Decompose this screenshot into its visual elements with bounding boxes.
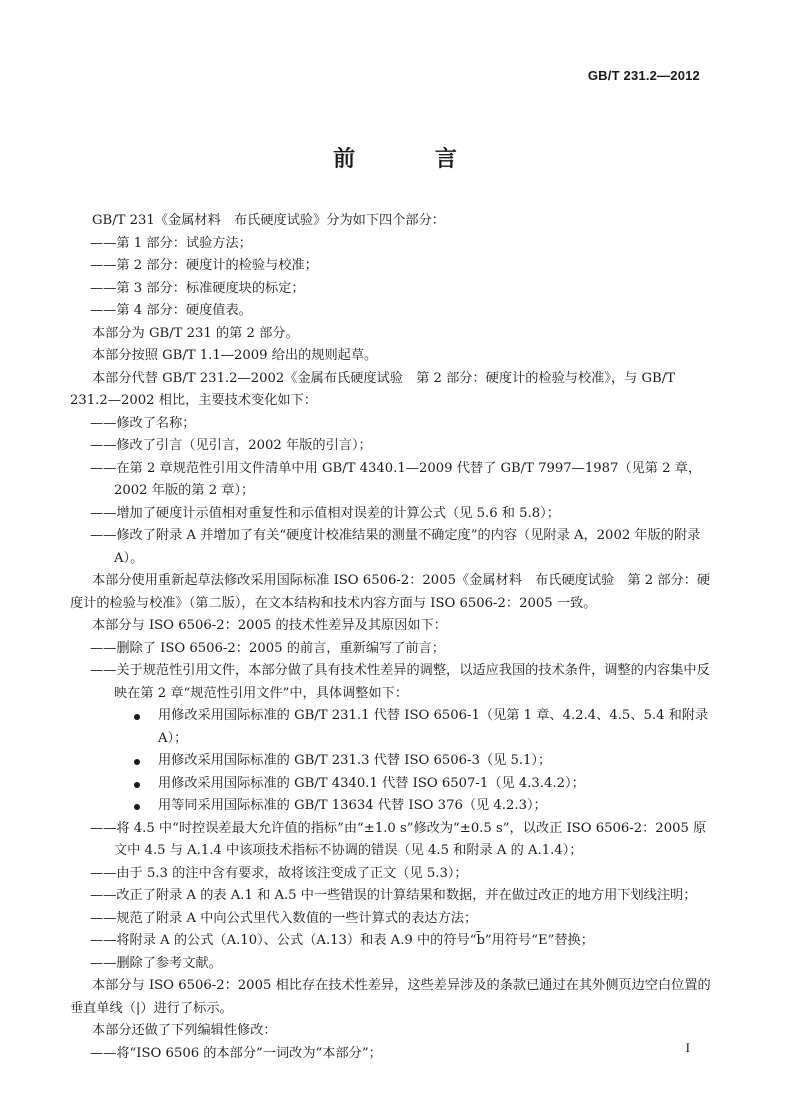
dash-mark: —— <box>90 258 117 273</box>
bullet-dot-icon <box>134 804 140 810</box>
dash-list-item <box>70 638 715 661</box>
dash-item-text: 第 4 部分：硬度值表。 <box>116 303 252 318</box>
foreword-body <box>70 210 715 1065</box>
standard-code: GB/T 231.2—2012 <box>587 68 700 83</box>
dash-list-item <box>70 953 715 976</box>
bullet-list-item <box>70 705 715 750</box>
dash-item-text: 修改了附录 A 并增加了有关“硬度计校准结果的测量不确定度”的内容（见附录 A，2002 年版的附录 A）。 <box>114 528 701 566</box>
dash-list-item <box>70 818 715 863</box>
paragraph: 本部分与 ISO 6506-2：2005 的技术性差异及其原因如下： <box>92 618 447 633</box>
bullet-item-text: 用修改采用国际标准的 GB/T 231.3 代替 ISO 6506-3（见 5.1）； <box>158 753 552 768</box>
dash-mark: —— <box>90 438 117 453</box>
dash-item-text: 第 1 部分：试验方法； <box>116 235 252 251</box>
bullet-dot-icon <box>134 759 140 765</box>
dash-mark: —— <box>90 415 117 431</box>
dash-item-text: 将 4.5 中“时控误差最大允许值的指标”由“±1.0 s”修改为“±0.5 s”，以改正 ISO 6506-2：2005 原文中 4.5 与 A.1.4 中该项技术指标不协调的错误（见 4.5 和附录 A 的 A.1.4）； <box>114 820 707 858</box>
dash-item-text: 规范了附录 A 中向公式里代入数值的一些计算式的表达方法； <box>116 910 478 926</box>
page-number: I <box>685 1040 690 1055</box>
paragraph: 本部分使用重新起草法修改采用国际标准 ISO 6506-2：2005《金属材料 布氏硬度试验 第 2 部分：硬度计的检验与校准》（第二版），在文本结构和技术内容方面与 ISO 6506-2：2005 一致。 <box>70 573 711 611</box>
paragraph: 本部分按照 GB/T 1.1—2009 给出的规则起草。 <box>92 348 378 363</box>
dash-mark: —— <box>90 640 117 656</box>
page-title: 前 言 <box>333 147 493 172</box>
dash-list-item <box>70 908 715 931</box>
dash-list-item <box>70 435 715 458</box>
bullet-dot-icon <box>134 782 140 788</box>
dash-item-text: 将附录 A 的公式（A.10）、公式（A.13）和表 A.9 中的符号“b̄”用符号“E”替换； <box>116 933 594 948</box>
dash-list-item <box>70 885 715 908</box>
dash-mark: —— <box>90 528 117 543</box>
bullet-dot-icon <box>134 714 140 720</box>
dash-mark: —— <box>90 910 117 926</box>
dash-item-text: 由于 5.3 的注中含有要求，故将该注变成了正文（见 5.3）； <box>116 865 468 881</box>
dash-item-text: 关于规范性引用文件，本部分做了具有技术性差异的调整，以适应我国的技术条件，调整的内容集中反映在第 2 章“规范性引用文件”中，具体调整如下： <box>114 663 710 701</box>
dash-mark: —— <box>90 235 117 251</box>
dash-mark: —— <box>90 1045 117 1061</box>
paragraph: 本部分为 GB/T 231 的第 2 部分。 <box>92 325 299 341</box>
dash-list-item <box>70 525 715 570</box>
dash-list-item <box>70 233 715 256</box>
paragraph: 本部分与 ISO 6506-2：2005 相比存在技术性差异，这些差异涉及的条款已通过在其外侧页边空白位置的垂直单线（|）进行了标示。 <box>70 978 711 1016</box>
bullet-item-text: 用修改采用国际标准的 GB/T 4340.1 代替 ISO 6507-1（见 4.3.4.2）； <box>158 775 585 791</box>
dash-item-text: 改正了附录 A 的表 A.1 和 A.5 中一些错误的计算结果和数据，并在做过改正的地方用下划线注明； <box>116 888 697 903</box>
dash-item-text: 删除了 ISO 6506-2：2005 的前言，重新编写了前言； <box>116 640 445 656</box>
dash-mark: —— <box>90 460 117 476</box>
dash-item-text: 第 3 部分：标准硬度块的标定； <box>116 280 305 296</box>
dash-item-text: 修改了引言（见引言，2002 年版的引言）； <box>116 438 372 453</box>
dash-mark: —— <box>90 865 117 881</box>
dash-list-item <box>70 503 715 526</box>
dash-item-text: 删除了参考文献。 <box>116 955 222 971</box>
dash-list-item <box>70 255 715 278</box>
dash-list-item <box>70 660 715 705</box>
dash-list-item <box>70 413 715 436</box>
paragraph: 本部分代替 GB/T 231.2—2002《金属布氏硬度试验 第 2 部分：硬度计的检验与校准》，与 GB/T 231.2—2002 相比，主要技术变化如下： <box>70 370 675 408</box>
dash-item-text: 在第 2 章规范性引用文件清单中用 GB/T 4340.1—2009 代替了 GB/T 7997—1987（见第 2 章，2002 年版的第 2 章）； <box>114 460 702 498</box>
dash-item-text: 第 2 部分：硬度计的检验与校准； <box>116 258 318 273</box>
bullet-item-text: 用等同采用国际标准的 GB/T 13634 代替 ISO 376（见 4.2.3）； <box>158 798 547 813</box>
dash-list-item <box>70 300 715 323</box>
paragraph: GB/T 231《金属材料 布氏硬度试验》分为如下四个部分： <box>92 213 445 228</box>
dash-mark: —— <box>90 820 117 836</box>
dash-mark: —— <box>90 663 117 678</box>
dash-list-item <box>70 863 715 886</box>
bullet-list-item <box>70 773 715 796</box>
dash-item-text: 将“ISO 6506 的本部分”一词改为“本部分”； <box>116 1045 382 1061</box>
dash-item-text: 修改了名称； <box>116 415 196 431</box>
dash-mark: —— <box>90 955 117 971</box>
bullet-item-text: 用修改采用国际标准的 GB/T 231.1 代替 ISO 6506-1（见第 1 章、4.2.4、4.5、5.4 和附录 A）； <box>158 708 709 746</box>
dash-mark: —— <box>90 933 117 948</box>
paragraph: 本部分还做了下列编辑性修改： <box>92 1023 277 1038</box>
dash-mark: —— <box>90 303 117 318</box>
dash-mark: —— <box>90 280 117 296</box>
dash-list-item <box>70 1043 715 1066</box>
bullet-list-item <box>70 750 715 773</box>
dash-item-text: 增加了硬度计示值相对重复性和示值相对误差的计算公式（见 5.6 和 5.8）； <box>116 505 560 521</box>
dash-mark: —— <box>90 505 117 521</box>
dash-list-item <box>70 930 715 953</box>
dash-mark: —— <box>90 888 117 903</box>
dash-list-item <box>70 458 715 503</box>
dash-list-item <box>70 278 715 301</box>
bullet-list-item <box>70 795 715 818</box>
